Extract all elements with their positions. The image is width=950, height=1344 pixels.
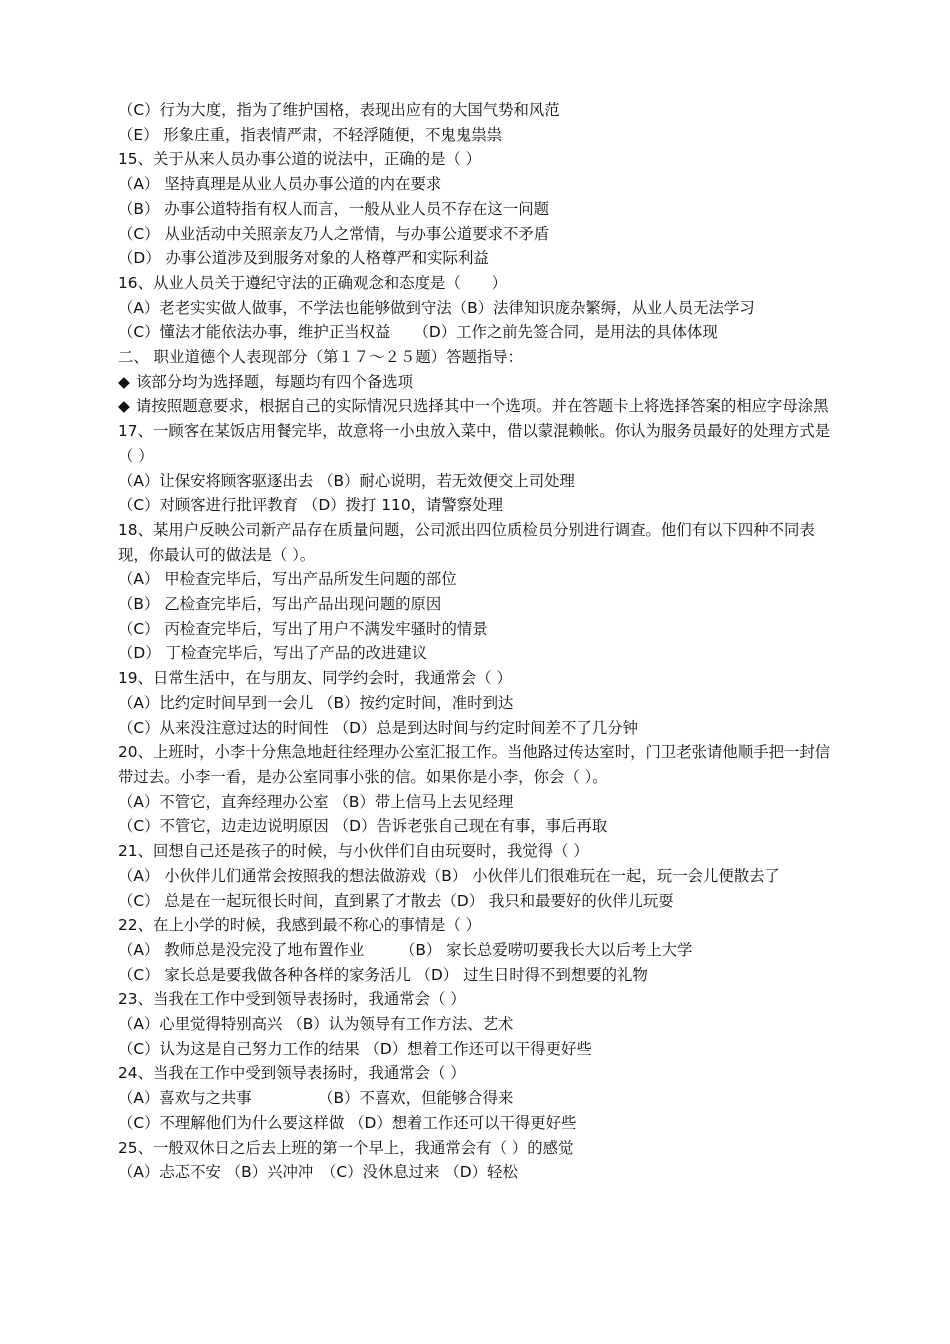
instruction-text: 请按照题意要求，根据自己的实际情况只选择其中一个选项。并在答题卡上将选择答案的相应字母涂黑 [136,397,829,416]
option-line: （A） 教师总是没完没了地布置作业 （B） 家长总爱唠叨要我长大以后考上大学 [118,940,693,959]
document-page [118,98,838,1185]
option-line: （A）忐忑不安 （B）兴冲冲 （C）没休息过来 （D）轻松 [118,1163,518,1182]
option-line: （A）让保安将顾客驱逐出去 （B）耐心说明，若无效便交上司处理 [118,471,575,490]
question-18: 18、某用户反映公司新产品存在质量问题，公司派出四位质检员分别进行调查。他们有以下四种不同表现，你最认可的做法是（ ）。 [118,520,815,564]
instruction-item [118,394,838,419]
option-line: （C） 丙检查完毕后，写出了用户不满发牢骚时的情景 [118,619,488,638]
option-line: （C） 从业活动中关照亲友乃人之常情，与办事公道要求不矛盾 [118,224,550,243]
option-line: （A）不管它，直奔经理办公室 （B）带上信马上去见经理 [118,792,514,811]
option-line: （C）从来没注意过达的时间性 （D）总是到达时间与约定时间差不了几分钟 [118,718,638,737]
option-line: （A） 甲检查完毕后，写出产品所发生问题的部位 [118,570,457,589]
question-17: 17、一顾客在某饭店用餐完毕，故意将一小虫放入菜中，借以蒙混赖帐。你认为服务员最好的处理方式是（ ） [118,422,831,465]
question-25: 25、一般双休日之后去上班的第一个早上，我通常会有（ ）的感觉 [118,1138,574,1157]
question-16: 16、从业人员关于遵纪守法的正确观念和态度是（ ） [118,273,507,292]
option-line: （D） 丁检查完毕后，写出了产品的改进建议 [118,644,428,663]
option-line: （C）认为这是自己努力工作的结果 （D）想着工作还可以干得更好些 [118,1039,592,1058]
diamond-bullet-icon: ◆ [118,372,130,391]
option-line: （A）老老实实做人做事，不学法也能够做到守法（B）法律知识庞杂繁缛，从业人员无法学习 [118,298,755,317]
question-19: 19、日常生活中，在与朋友、同学约会时，我通常会（ ） [118,669,512,688]
option-line: （C） 总是在一起玩很长时间，直到累了才散去（D） 我只和最要好的伙伴儿玩耍 [118,891,674,910]
question-21: 21、回想自己还是孩子的时候，与小伙伴们自由玩耍时，我觉得（ ） [118,842,589,861]
option-line: （B） 乙检查完毕后，写出产品出现问题的原因 [118,595,442,614]
option-line: （A）心里觉得特别高兴 （B）认为领导有工作方法、艺术 [118,1015,514,1034]
option-line: （A） 小伙伴儿们通常会按照我的想法做游戏（B） 小伙伴儿们很难玩在一起，玩一会儿便散去了 [118,866,780,885]
option-line: （C） 家长总是要我做各种各样的家务活儿 （D） 过生日时得不到想要的礼物 [118,965,648,984]
option-line: （A）比约定时间早到一会儿 （B）按约定时间，准时到达 [118,693,514,712]
option-line: （A） 坚持真理是从业人员办事公道的内在要求 [118,175,442,194]
question-20: 20、上班时，小李十分焦急地赶往经理办公室汇报工作。当他路过传达室时，门卫老张请他顺手把一封信带过去。小李一看，是办公室同事小张的信。如果你是小李，你会（ ）。 [118,743,831,786]
option-line: （C）懂法才能依法办事，维护正当权益 （D）工作之前先签合同，是用法的具体体现 [118,323,718,342]
option-line: （D） 办事公道涉及到服务对象的人格尊严和实际利益 [118,249,489,268]
question-24: 24、当我在工作中受到领导表扬时，我通常会（ ） [118,1064,466,1083]
option-line: （C）行为大度，指为了维护国格，表现出应有的大国气势和风范 [118,101,560,119]
option-line: （B） 办事公道特指有权人而言，一般从业人员不存在这一问题 [118,199,549,218]
option-line: （C）不理解他们为什么要这样做 （D）想着工作还可以干得更好些 [118,1113,577,1132]
section-heading: 二、 职业道德个人表现部分（第１７～２５题）答题指导： [118,348,524,367]
instruction-text: 该部分均为选择题，每题均有四个备选项 [136,372,414,391]
diamond-bullet-icon: ◆ [118,397,130,416]
option-line: （C）对顾客进行批评教育 （D）拨打 110，请警察处理 [118,496,503,515]
option-line: （C）不管它，边走边说明原因 （D）告诉老张自己现在有事，事后再取 [118,817,608,836]
question-22: 22、在上小学的时候，我感到最不称心的事情是（ ） [118,916,482,935]
question-23: 23、当我在工作中受到领导表扬时，我通常会（ ） [118,990,466,1009]
option-line: （A）喜欢与之共事 （B）不喜欢，但能够合得来 [118,1089,514,1108]
option-line: （E） 形象庄重，指表情严肃，不轻浮随便，不鬼鬼祟祟 [118,125,502,144]
instruction-item [118,370,838,395]
question-15: 15、关于从来人员办事公道的说法中，正确的是（ ） [118,150,482,169]
